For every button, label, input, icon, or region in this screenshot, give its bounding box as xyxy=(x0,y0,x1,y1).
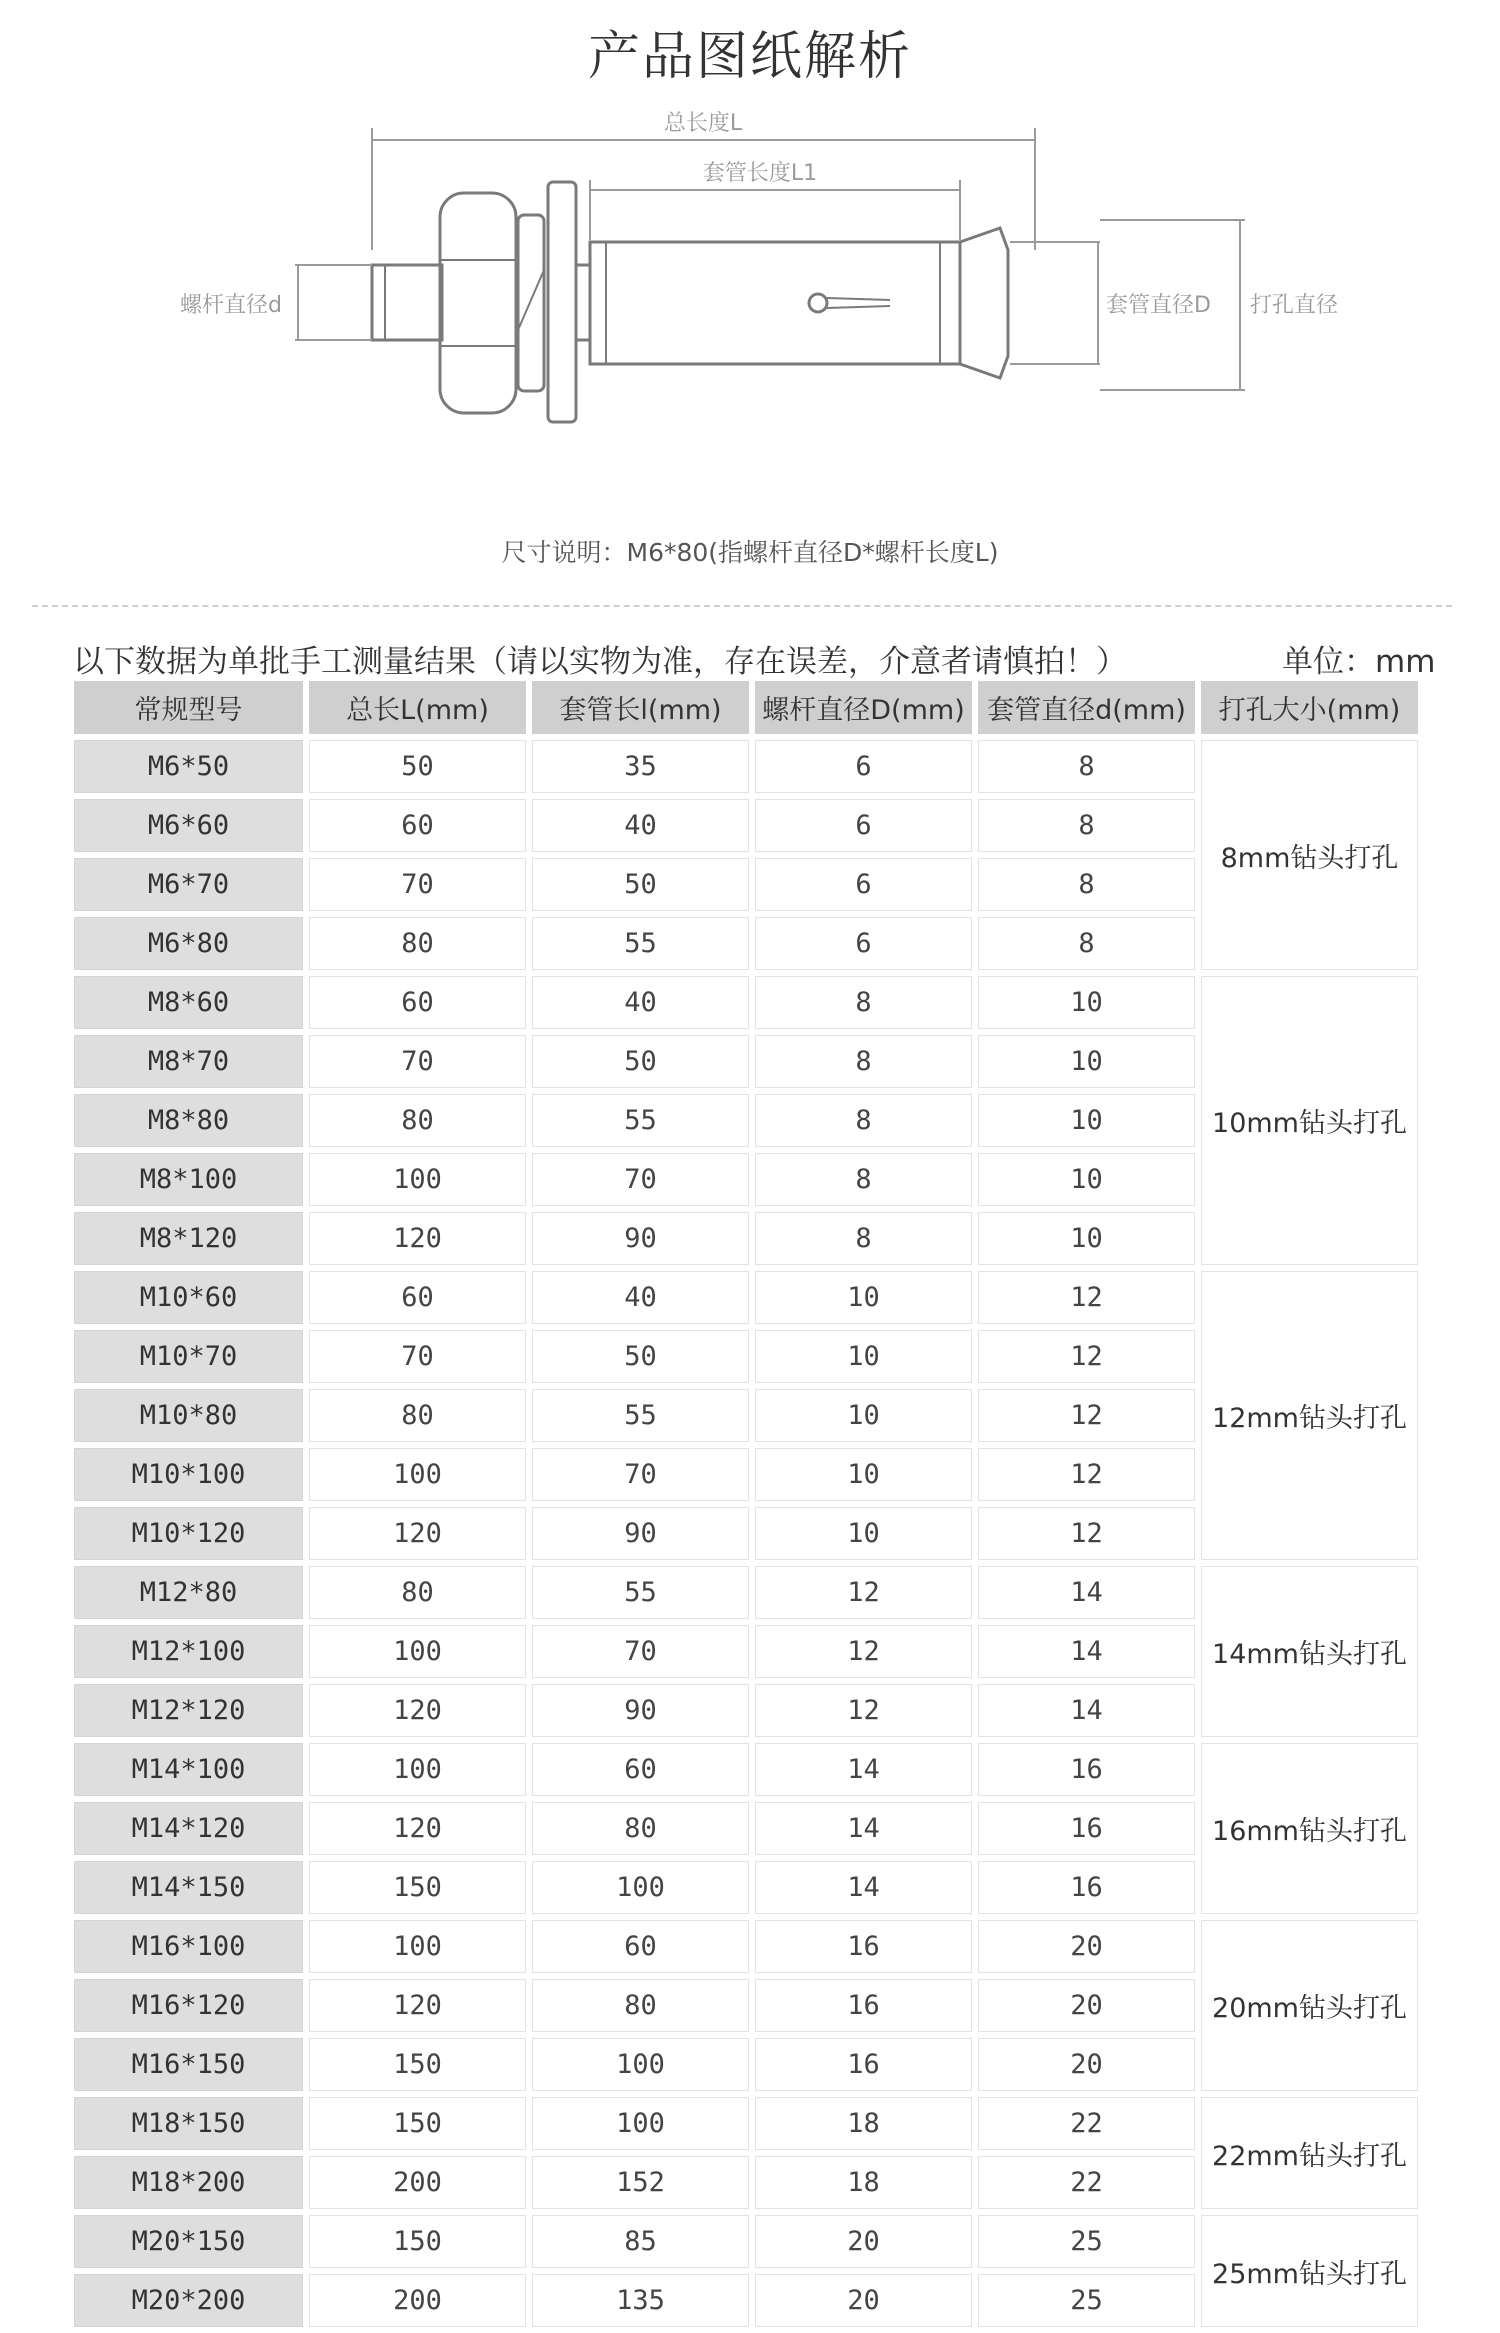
screw-diameter-cell: 10 xyxy=(755,1330,972,1383)
screw-diameter-cell: 10 xyxy=(755,1507,972,1560)
total-length-cell: 150 xyxy=(309,2215,526,2268)
screw-diameter-cell: 6 xyxy=(755,740,972,793)
model-cell: M10*60 xyxy=(74,1271,303,1324)
drill-size-cell: 20mm钻头打孔 xyxy=(1201,1920,1418,2091)
page-title: 产品图纸解析 xyxy=(587,27,912,87)
screw-diameter-cell: 10 xyxy=(755,1448,972,1501)
sleeve-diameter-cell: 25 xyxy=(978,2215,1195,2268)
screw-diameter-cell: 8 xyxy=(755,1094,972,1147)
header-screw-diameter: 螺杆直径D(mm) xyxy=(755,681,972,734)
model-cell: M12*100 xyxy=(74,1625,303,1678)
spring-washer xyxy=(518,215,544,391)
total-length-cell: 80 xyxy=(309,1389,526,1442)
total-length-cell: 120 xyxy=(309,1684,526,1737)
total-length-cell: 150 xyxy=(309,1861,526,1914)
sleeve-diameter-cell: 14 xyxy=(978,1566,1195,1619)
sleeve-length-cell: 50 xyxy=(532,858,749,911)
model-cell: M10*100 xyxy=(74,1448,303,1501)
screw-diameter-cell: 8 xyxy=(755,976,972,1029)
screw-diameter-cell: 16 xyxy=(755,1920,972,1973)
sleeve-length-cell: 55 xyxy=(532,917,749,970)
drill-size-cell: 14mm钻头打孔 xyxy=(1201,1566,1418,1737)
total-length-cell: 70 xyxy=(309,1330,526,1383)
screw-diameter-cell: 8 xyxy=(755,1153,972,1206)
sleeve-diameter-cell: 12 xyxy=(978,1507,1195,1560)
model-cell: M6*60 xyxy=(74,799,303,852)
model-cell: M6*50 xyxy=(74,740,303,793)
screw-diameter-cell: 16 xyxy=(755,2038,972,2091)
sleeve-length-cell: 55 xyxy=(532,1094,749,1147)
header-sleeve-diameter: 套管直径d(mm) xyxy=(978,681,1195,734)
screw-diameter-cell: 12 xyxy=(755,1566,972,1619)
sleeve-diameter-cell: 12 xyxy=(978,1330,1195,1383)
model-cell: M20*150 xyxy=(74,2215,303,2268)
model-cell: M14*120 xyxy=(74,1802,303,1855)
model-cell: M12*120 xyxy=(74,1684,303,1737)
model-cell: M14*100 xyxy=(74,1743,303,1796)
sleeve-length-cell: 60 xyxy=(532,1920,749,1973)
total-length-cell: 60 xyxy=(309,799,526,852)
sleeve-diameter-cell: 14 xyxy=(978,1625,1195,1678)
sleeve-length-cell: 40 xyxy=(532,1271,749,1324)
spec-table xyxy=(68,675,1424,2333)
sleeve-length-cell: 90 xyxy=(532,1684,749,1737)
sleeve-diameter-cell: 16 xyxy=(978,1861,1195,1914)
sleeve-diameter-cell: 10 xyxy=(978,1035,1195,1088)
drill-size-cell: 12mm钻头打孔 xyxy=(1201,1271,1418,1560)
model-cell: M6*80 xyxy=(74,917,303,970)
total-length-cell: 60 xyxy=(309,976,526,1029)
total-length-cell: 80 xyxy=(309,1566,526,1619)
screw-diameter-cell: 12 xyxy=(755,1625,972,1678)
sleeve-length-cell: 40 xyxy=(532,799,749,852)
total-length-cell: 100 xyxy=(309,1920,526,1973)
total-length-cell: 100 xyxy=(309,1448,526,1501)
model-cell: M20*200 xyxy=(74,2274,303,2327)
total-length-cell: 100 xyxy=(309,1743,526,1796)
sleeve-length-cell: 135 xyxy=(532,2274,749,2327)
sleeve-diameter-cell: 16 xyxy=(978,1802,1195,1855)
table-row xyxy=(74,740,1418,793)
total-length-cell: 150 xyxy=(309,2038,526,2091)
sleeve-diameter-cell: 20 xyxy=(978,1920,1195,1973)
sleeve-length-cell: 55 xyxy=(532,1389,749,1442)
screw-diameter-cell: 14 xyxy=(755,1743,972,1796)
sleeve-length-cell: 100 xyxy=(532,1861,749,1914)
dashed-divider xyxy=(32,605,1452,607)
model-cell: M10*120 xyxy=(74,1507,303,1560)
sleeve-diameter-cell: 20 xyxy=(978,1979,1195,2032)
total-length-cell: 120 xyxy=(309,1979,526,2032)
sleeve-diameter-cell: 22 xyxy=(978,2156,1195,2209)
header-model: 常规型号 xyxy=(74,681,303,734)
expansion-cone xyxy=(960,228,1008,378)
sleeve-length-cell: 50 xyxy=(532,1330,749,1383)
drill-size-cell: 10mm钻头打孔 xyxy=(1201,976,1418,1265)
sleeve-diameter-cell: 8 xyxy=(978,858,1195,911)
sleeve-diameter-cell: 22 xyxy=(978,2097,1195,2150)
flat-washer xyxy=(548,182,576,422)
total-length-cell: 80 xyxy=(309,1094,526,1147)
sleeve-diameter-cell: 12 xyxy=(978,1389,1195,1442)
table-header-row xyxy=(74,681,1418,734)
total-length-cell: 120 xyxy=(309,1212,526,1265)
measurement-note: 以下数据为单批手工测量结果（请以实物为准，存在误差，介意者请慎拍！） xyxy=(73,644,1127,680)
model-cell: M8*70 xyxy=(74,1035,303,1088)
sleeve-diameter-cell: 25 xyxy=(978,2274,1195,2327)
sleeve-diameter-cell: 10 xyxy=(978,1212,1195,1265)
model-cell: M16*100 xyxy=(74,1920,303,1973)
sleeve-diameter-cell: 14 xyxy=(978,1684,1195,1737)
total-length-cell: 150 xyxy=(309,2097,526,2150)
sleeve-diameter-cell: 10 xyxy=(978,976,1195,1029)
total-length-cell: 50 xyxy=(309,740,526,793)
screw-diameter-cell: 16 xyxy=(755,1979,972,2032)
sleeve-length-cell: 100 xyxy=(532,2038,749,2091)
table-body xyxy=(74,740,1418,2327)
sleeve-length-cell: 90 xyxy=(532,1212,749,1265)
model-cell: M10*70 xyxy=(74,1330,303,1383)
model-cell: M16*150 xyxy=(74,2038,303,2091)
size-caption: 尺寸说明：M6*80(指螺杆直径D*螺杆长度L) xyxy=(501,538,999,567)
screw-diameter-cell: 10 xyxy=(755,1271,972,1324)
sleeve-length-cell: 85 xyxy=(532,2215,749,2268)
table-row xyxy=(74,2097,1418,2150)
screw-thread xyxy=(372,265,442,340)
sleeve-diameter-cell: 16 xyxy=(978,1743,1195,1796)
table-row xyxy=(74,1743,1418,1796)
drill-size-cell: 22mm钻头打孔 xyxy=(1201,2097,1418,2209)
sleeve-length-cell: 55 xyxy=(532,1566,749,1619)
sleeve-diameter-cell: 10 xyxy=(978,1094,1195,1147)
screw-diameter-cell: 14 xyxy=(755,1802,972,1855)
model-cell: M8*80 xyxy=(74,1094,303,1147)
sleeve-length-cell: 80 xyxy=(532,1802,749,1855)
sleeve xyxy=(590,242,960,364)
sleeve-length-cell: 40 xyxy=(532,976,749,1029)
model-cell: M8*100 xyxy=(74,1153,303,1206)
total-length-cell: 100 xyxy=(309,1625,526,1678)
table-row xyxy=(74,1271,1418,1324)
sleeve-length-cell: 70 xyxy=(532,1448,749,1501)
screw-diameter-cell: 14 xyxy=(755,1861,972,1914)
sleeve-diameter-label: 套管直径D xyxy=(1106,293,1211,318)
total-length-cell: 70 xyxy=(309,1035,526,1088)
total-length-cell: 70 xyxy=(309,858,526,911)
sleeve-diameter-cell: 12 xyxy=(978,1448,1195,1501)
unit-label: 单位：mm xyxy=(1282,644,1436,680)
model-cell: M8*120 xyxy=(74,1212,303,1265)
screw-diameter-cell: 8 xyxy=(755,1035,972,1088)
screw-diameter-cell: 18 xyxy=(755,2097,972,2150)
header-drill-size: 打孔大小(mm) xyxy=(1201,681,1418,734)
hex-nut xyxy=(440,193,516,413)
sleeve-length-label: 套管长度L1 xyxy=(702,161,818,186)
model-cell: M10*80 xyxy=(74,1389,303,1442)
drill-size-cell: 16mm钻头打孔 xyxy=(1201,1743,1418,1914)
model-cell: M18*150 xyxy=(74,2097,303,2150)
sleeve-diameter-cell: 8 xyxy=(978,740,1195,793)
sleeve-length-cell: 60 xyxy=(532,1743,749,1796)
sleeve-length-cell: 70 xyxy=(532,1625,749,1678)
screw-diameter-label: 螺杆直径d xyxy=(180,293,282,318)
screw-diameter-cell: 12 xyxy=(755,1684,972,1737)
total-length-cell: 120 xyxy=(309,1802,526,1855)
drill-diameter-label: 打孔直径 xyxy=(1250,293,1339,318)
total-length-cell: 200 xyxy=(309,2156,526,2209)
screw-diameter-cell: 20 xyxy=(755,2274,972,2327)
model-cell: M18*200 xyxy=(74,2156,303,2209)
model-cell: M16*120 xyxy=(74,1979,303,2032)
total-length-cell: 60 xyxy=(309,1271,526,1324)
screw-diameter-cell: 20 xyxy=(755,2215,972,2268)
sleeve-length-cell: 152 xyxy=(532,2156,749,2209)
screw-diameter-cell: 10 xyxy=(755,1389,972,1442)
screw-diameter-cell: 6 xyxy=(755,799,972,852)
sleeve-diameter-cell: 8 xyxy=(978,799,1195,852)
screw-diameter-cell: 8 xyxy=(755,1212,972,1265)
sleeve-length-cell: 35 xyxy=(532,740,749,793)
screw-diameter-cell: 18 xyxy=(755,2156,972,2209)
screw-diameter-cell: 6 xyxy=(755,858,972,911)
header-total-length: 总长L(mm) xyxy=(309,681,526,734)
bolt-diagram xyxy=(0,100,1500,500)
sleeve-length-cell: 100 xyxy=(532,2097,749,2150)
model-cell: M6*70 xyxy=(74,858,303,911)
total-length-cell: 80 xyxy=(309,917,526,970)
screw-diameter-cell: 6 xyxy=(755,917,972,970)
drill-size-cell: 8mm钻头打孔 xyxy=(1201,740,1418,970)
header-sleeve-length: 套管长l(mm) xyxy=(532,681,749,734)
sleeve-length-cell: 70 xyxy=(532,1153,749,1206)
sleeve-diameter-cell: 10 xyxy=(978,1153,1195,1206)
table-row xyxy=(74,2215,1418,2268)
table-row xyxy=(74,976,1418,1029)
total-length-cell: 200 xyxy=(309,2274,526,2327)
total-length-label: 总长度L xyxy=(663,111,743,136)
sleeve-diameter-cell: 8 xyxy=(978,917,1195,970)
sleeve-length-cell: 90 xyxy=(532,1507,749,1560)
table-row xyxy=(74,1566,1418,1619)
model-cell: M14*150 xyxy=(74,1861,303,1914)
total-length-cell: 120 xyxy=(309,1507,526,1560)
drill-size-cell: 25mm钻头打孔 xyxy=(1201,2215,1418,2327)
sleeve-diameter-cell: 12 xyxy=(978,1271,1195,1324)
total-length-cell: 100 xyxy=(309,1153,526,1206)
model-cell: M8*60 xyxy=(74,976,303,1029)
sleeve-length-cell: 50 xyxy=(532,1035,749,1088)
sleeve-length-cell: 80 xyxy=(532,1979,749,2032)
table-row xyxy=(74,1920,1418,1973)
sleeve-diameter-cell: 20 xyxy=(978,2038,1195,2091)
model-cell: M12*80 xyxy=(74,1566,303,1619)
